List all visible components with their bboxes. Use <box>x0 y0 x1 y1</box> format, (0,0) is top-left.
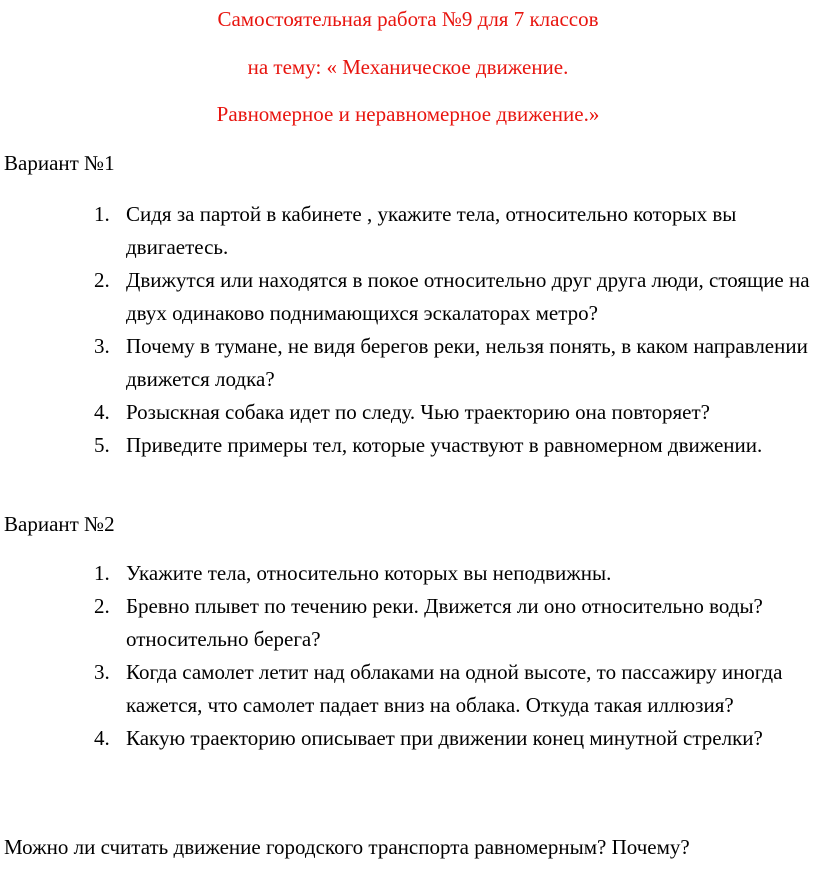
variant-2-question-3 <box>0 656 816 722</box>
question-number: 3. <box>94 660 110 684</box>
variant-1-question-3 <box>0 330 816 396</box>
question-number: 1. <box>94 561 110 585</box>
question-text: Какую траекторию описывает при движении конец минутной стрелки? <box>126 726 763 750</box>
footer-question: Можно ли считать движение городского транспорта равномерным? Почему? <box>4 835 690 859</box>
question-text: Когда самолет летит над облаками на одной высоте, то пассажиру иногда кажется, что самолет падает вниз на облака. Откуда такая иллюзия? <box>126 660 783 717</box>
title-line-3: Равномерное и неравномерное движение.» <box>216 102 600 126</box>
variant-1-question-list <box>0 198 816 462</box>
variant-2-question-1 <box>0 557 816 590</box>
question-number: 2. <box>94 594 110 618</box>
question-text: Сидя за партой в кабинете , укажите тела, относительно которых вы двигаетесь. <box>126 202 737 259</box>
question-number: 2. <box>94 268 110 292</box>
question-number: 4. <box>94 726 110 750</box>
question-number: 1. <box>94 202 110 226</box>
question-text: Почему в тумане, не видя берегов реки, нельзя понять, в каком направлении движется лодка? <box>126 334 808 391</box>
variant-1-question-5 <box>0 429 816 462</box>
question-text: Розыскная собака идет по следу. Чью траекторию она повторяет? <box>126 400 710 424</box>
title-line-2: на тему: « Механическое движение. <box>247 55 569 79</box>
variant-1-question-2 <box>0 264 816 330</box>
variant-1-question-4 <box>0 396 816 429</box>
variant-2-question-list <box>0 557 816 755</box>
question-text: Укажите тела, относительно которых вы неподвижны. <box>126 561 612 585</box>
variant-1-question-1 <box>0 198 816 264</box>
question-text: Приведите примеры тел, которые участвуют в равномерном движении. <box>126 433 763 457</box>
question-number: 4. <box>94 400 110 424</box>
variant-2-heading: Вариант №2 <box>4 512 115 536</box>
variant-2-question-4 <box>0 722 816 755</box>
question-text: Бревно плывет по течению реки. Движется ли оно относительно воды? относительно берега? <box>126 594 763 651</box>
variant-2-question-2 <box>0 590 816 656</box>
question-text: Движутся или находятся в покое относительно друг друга люди, стоящие на двух одинаково поднимающихся эскалаторах метро? <box>126 268 810 325</box>
question-number: 3. <box>94 334 110 358</box>
variant-1-heading: Вариант №1 <box>4 151 115 175</box>
title-line-1: Самостоятельная работа №9 для 7 классов <box>217 7 599 31</box>
question-number: 5. <box>94 433 110 457</box>
